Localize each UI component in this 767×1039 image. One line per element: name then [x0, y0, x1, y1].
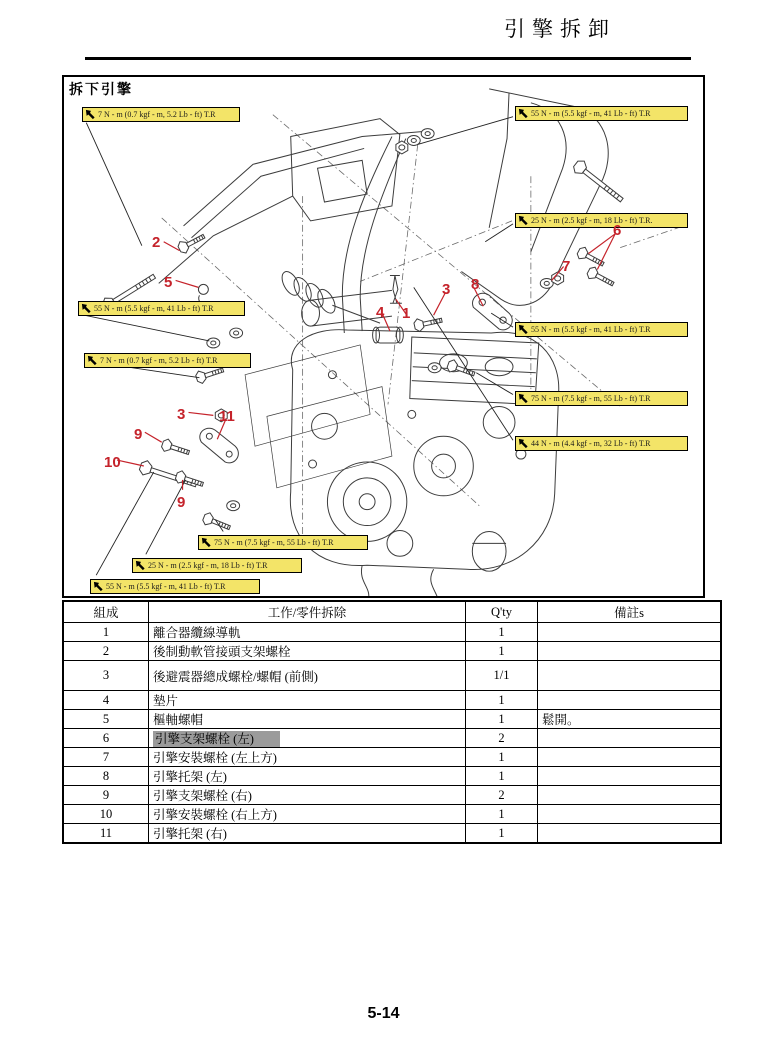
row-order: 4 [63, 691, 149, 710]
column-header-qty: Q'ty [466, 601, 538, 623]
callout-number: 9 [134, 426, 143, 443]
row-part [149, 729, 466, 748]
column-header-order: 組成 [63, 601, 149, 623]
callout-number: 3 [442, 281, 451, 298]
wrench-icon [85, 109, 96, 120]
table-row [63, 623, 721, 642]
wrench-icon [518, 108, 529, 119]
page-title: 引擎拆卸 [504, 17, 616, 41]
table-row [63, 786, 721, 805]
row-qty: 1 [466, 767, 538, 786]
callout-number: 7 [562, 258, 571, 275]
diagram-title: 拆下引擎 [69, 83, 133, 98]
row-part: 後制動軟管接頭支架螺栓 [149, 642, 466, 661]
wrench-icon [518, 393, 529, 404]
callout-number: 2 [152, 234, 161, 251]
torque-label: 55 N - m (5.5 kgf - m, 41 Lb - ft) T.R [515, 322, 688, 337]
row-qty: 1 [466, 642, 538, 661]
torque-label: 44 N - m (4.4 kgf - m, 32 Lb - ft) T.R [515, 436, 688, 451]
torque-label: 7 N - m (0.7 kgf - m, 5.2 Lb - ft) T.R [82, 107, 240, 122]
row-qty: 1 [466, 748, 538, 767]
wrench-icon [518, 438, 529, 449]
torque-label: 7 N - m (0.7 kgf - m, 5.2 Lb - ft) T.R [84, 353, 251, 368]
highlighted-part-name: 引擎支架螺栓 (左) [153, 731, 280, 747]
table-row [63, 642, 721, 661]
table-row [63, 748, 721, 767]
row-part: 引擎安裝螺栓 (右上方) [149, 805, 466, 824]
row-remark [538, 805, 722, 824]
row-qty: 1/1 [466, 661, 538, 691]
row-part: 引擎托架 (左) [149, 767, 466, 786]
torque-label: 55 N - m (5.5 kgf - m, 41 Lb - ft) T.R [90, 579, 260, 594]
row-order: 8 [63, 767, 149, 786]
row-remark [538, 623, 722, 642]
torque-label: 55 N - m (5.5 kgf - m, 41 Lb - ft) T.R [515, 106, 688, 121]
callout-number: 8 [471, 276, 480, 293]
row-part: 離合器纜線導軌 [149, 623, 466, 642]
table-row [63, 729, 721, 748]
row-order: 10 [63, 805, 149, 824]
row-order: 2 [63, 642, 149, 661]
header-divider [85, 57, 691, 60]
callout-number: 11 [219, 408, 235, 425]
row-order: 5 [63, 710, 149, 729]
table-row [63, 710, 721, 729]
wrench-icon [201, 537, 212, 548]
parts-table [62, 600, 722, 844]
row-part: 引擎安裝螺栓 (左上方) [149, 748, 466, 767]
row-remark [538, 729, 722, 748]
row-qty: 1 [466, 623, 538, 642]
row-part: 後避震器總成螺栓/螺帽 (前側) [149, 661, 466, 691]
row-part: 引擎支架螺栓 (右) [149, 786, 466, 805]
wrench-icon [518, 324, 529, 335]
torque-label: 55 N - m (5.5 kgf - m, 41 Lb - ft) T.R [78, 301, 245, 316]
table-row [63, 661, 721, 691]
row-order: 3 [63, 661, 149, 691]
table-row [63, 805, 721, 824]
row-order: 6 [63, 729, 149, 748]
torque-label: 75 N - m (7.5 kgf - m, 55 Lb - ft) T.R [198, 535, 368, 550]
torque-label: 75 N - m (7.5 kgf - m, 55 Lb - ft) T.R [515, 391, 688, 406]
page-number: 5-14 [367, 1005, 400, 1022]
callout-number: 1 [402, 305, 411, 322]
wrench-icon [518, 215, 529, 226]
row-part: 樞軸螺帽 [149, 710, 466, 729]
row-part: 引擎托架 (右) [149, 824, 466, 844]
row-remark [538, 748, 722, 767]
column-header-remarks: 備註s [538, 601, 722, 623]
row-remark [538, 824, 722, 844]
row-remark [538, 661, 722, 691]
row-remark [538, 786, 722, 805]
wrench-icon [93, 581, 104, 592]
row-qty: 1 [466, 691, 538, 710]
row-qty: 2 [466, 786, 538, 805]
row-remark [538, 767, 722, 786]
callout-number: 6 [613, 222, 622, 239]
row-remark [538, 691, 722, 710]
callout-number: 5 [164, 274, 173, 291]
wrench-icon [81, 303, 92, 314]
wrench-icon [87, 355, 98, 366]
table-row [63, 767, 721, 786]
row-order: 9 [63, 786, 149, 805]
torque-label: 25 N - m (2.5 kgf - m, 18 Lb - ft) T.R. [515, 213, 688, 228]
table-header-row [63, 601, 721, 623]
row-qty: 1 [466, 710, 538, 729]
row-qty: 1 [466, 824, 538, 844]
row-part: 墊片 [149, 691, 466, 710]
row-qty: 2 [466, 729, 538, 748]
row-remark [538, 642, 722, 661]
row-order: 1 [63, 623, 149, 642]
table-row [63, 824, 721, 844]
torque-label: 25 N - m (2.5 kgf - m, 18 Lb - ft) T.R [132, 558, 302, 573]
callout-number: 4 [376, 304, 385, 321]
table-row [63, 691, 721, 710]
row-qty: 1 [466, 805, 538, 824]
row-remark: 鬆開。 [538, 710, 722, 729]
engine-removal-diagram [62, 75, 705, 598]
callout-number: 10 [104, 454, 121, 471]
callout-number: 9 [177, 494, 186, 511]
row-order: 7 [63, 748, 149, 767]
callout-number: 3 [177, 406, 186, 423]
wrench-icon [135, 560, 146, 571]
column-header-job: 工作/零件拆除 [149, 601, 466, 623]
row-order: 11 [63, 824, 149, 844]
